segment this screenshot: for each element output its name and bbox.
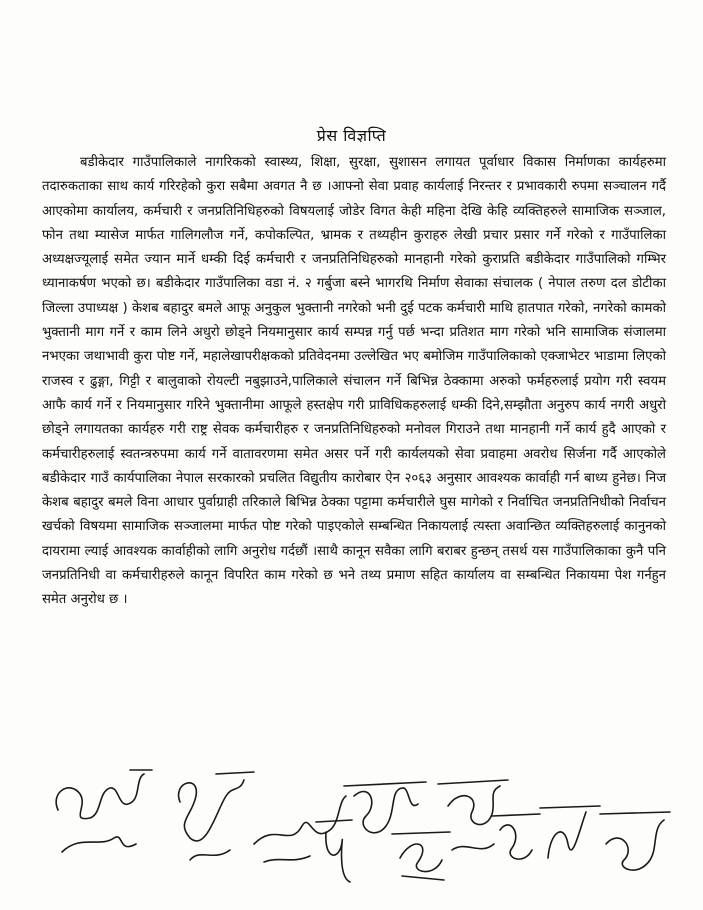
page-title: प्रेस विज्ञप्ति — [316, 126, 387, 145]
body-paragraph: बडीकेदार गाउँपालिकाले नागरिकको स्वास्थ्य, शिक्षा, सुरक्षा, सुशासन लगायत पूर्वाधार विकास निर्माणका कार्यहरुमा तदारुकताका साथ कार्य गरिरहेको कुरा सबैमा अवगत नै छ ।आफ्नो सेवा प्रवाह कार्यलाई निरन्तर र प्रभावकारी रुपमा सञ्चालन गर्दै आएकोमा कार्यालय, कर्मचारी र जनप्रतिनिधिहरुको विषयलाई जोडेर विगत केही महिना देखि केहि व्यक्तिहरुले सामाजिक सञ्जाल, फोन तथा म्यासेज मार्फत गालिगलौज गर्ने, कपोकल्पित, भ्रामक र तथ्यहीन कुराहरु लेखी प्रचार प्रसार गर्ने गरेको र गाउँपालिका अध्यक्षज्यूलाई समेत ज्यान मार्ने धम्की दिई कर्मचारी र जनप्रतिनिधिहरुको मानहानी गरेको कुराप्रति बडीकेदार गाउँपालिको गम्भिर ध्यानाकर्षण भएको छ। बडीकेदार गाउँपालिका वडा नं. २ गर्बुजा बस्ने भागरथि निर्माण सेवाका संचालक ( नेपाल तरुण दल डोटीका जिल्ला उपाध्यक्ष ) केशब बहादुर बमले आफू अनुकुल भुक्तानी नगरेको भनी दुई पटक कर्मचारी माथि हातपात गरेको, नगरेको कामको भुक्तानी माग गर्ने र काम लिने अधुरो छोड्ने नियमानुसार कार्य सम्पन्न गर्नु पर्छ भन्दा प्रतिशत माग गरेको भनि सामाजिक संजालमा नभएका जथाभावी कुरा पोष्ट गर्ने, महालेखापरीक्षकको प्रतिवेदनमा उल्लेखित भए बमोजिम गाउँपालिकाको एक्जाभेटर भाडामा लिएको राजस्व र ढुङ्गा, गिट्टी र बालुवाको रोयल्टी नबुझाउने,पालिकाले संचालन गर्ने बिभिन्न ठेक्कामा अरुको फर्महरुलाई प्रयोग गरी स्वयम आफै कार्य गर्ने र नियमानुसार गरिने भुक्तानीमा आफूले हस्तक्षेप गरी प्राविधिकहरुलाई धम्की दिने,सम्झौता अनुरुप कार्य नगरी अधुरो छोड्ने लगायतका कार्यहरु गरी राष्ट्र सेवक कर्मचारीहरु र जनप्रतिनिधिहरुको मनोवल गिराउने तथा मानहानी गर्ने कार्य हुदै आएको र कर्मचारीहरुलाई स्वतन्त्ररुपमा कार्य गर्ने वातावरणमा समेत असर पर्ने गरी कार्यलयको सेवा प्रवाहमा अवरोध सिर्जना गर्दै आएकोले बडीकेदार गाउँ कार्यपालिका नेपाल सरकारको प्रचलित विद्युतीय कारोबार ऐन २०६३ अनुसार आवश्यक कार्वाही गर्न बाध्य हुनेछ। निज केशब बहादुर बमले विना आधार पुर्वाग्राही तरिकाले बिभिन्न ठेक्का पट्टामा कर्मचारीले घुस मागेको र निर्वाचित जनप्रतिनिधीको निर्वाचन खर्चको विषयमा सामाजिक सञ्जालमा मार्फत पोष्ट गरेको पाइएकोले सम्बन्धित निकायलाई त्यस्ता अवान्छित व्यक्तिहरुलाई कानुनको दायरामा ल्याई आवश्यक कार्वाहीको लागि अनुरोध गर्दछौं ।साथै कानून सवैका लागि बराबर हुन्छन् तसर्थ यस गाउँपालिकाका कुनै पनि जनप्रतिनिधी वा कर्मचारीहरुले कानून विपरित काम गरेको छ भने तथ्य प्रमाण सहित कार्यालय वा सम्बन्धित निकायमा पेश गर्नहुन समेत अनुरोध छ । — [42, 155, 666, 608]
signature-5 — [344, 782, 426, 833]
signature-6 — [392, 832, 450, 880]
press-release-body — [42, 151, 666, 613]
signature-9 — [540, 806, 600, 858]
signature-1 — [56, 770, 152, 852]
signature-10 — [600, 812, 670, 870]
signature-8 — [492, 814, 540, 859]
handwritten-signatures — [40, 752, 680, 902]
signature-3 — [254, 796, 346, 862]
signature-2 — [179, 772, 254, 860]
signatures-area — [40, 752, 680, 902]
signature-4 — [316, 820, 352, 882]
